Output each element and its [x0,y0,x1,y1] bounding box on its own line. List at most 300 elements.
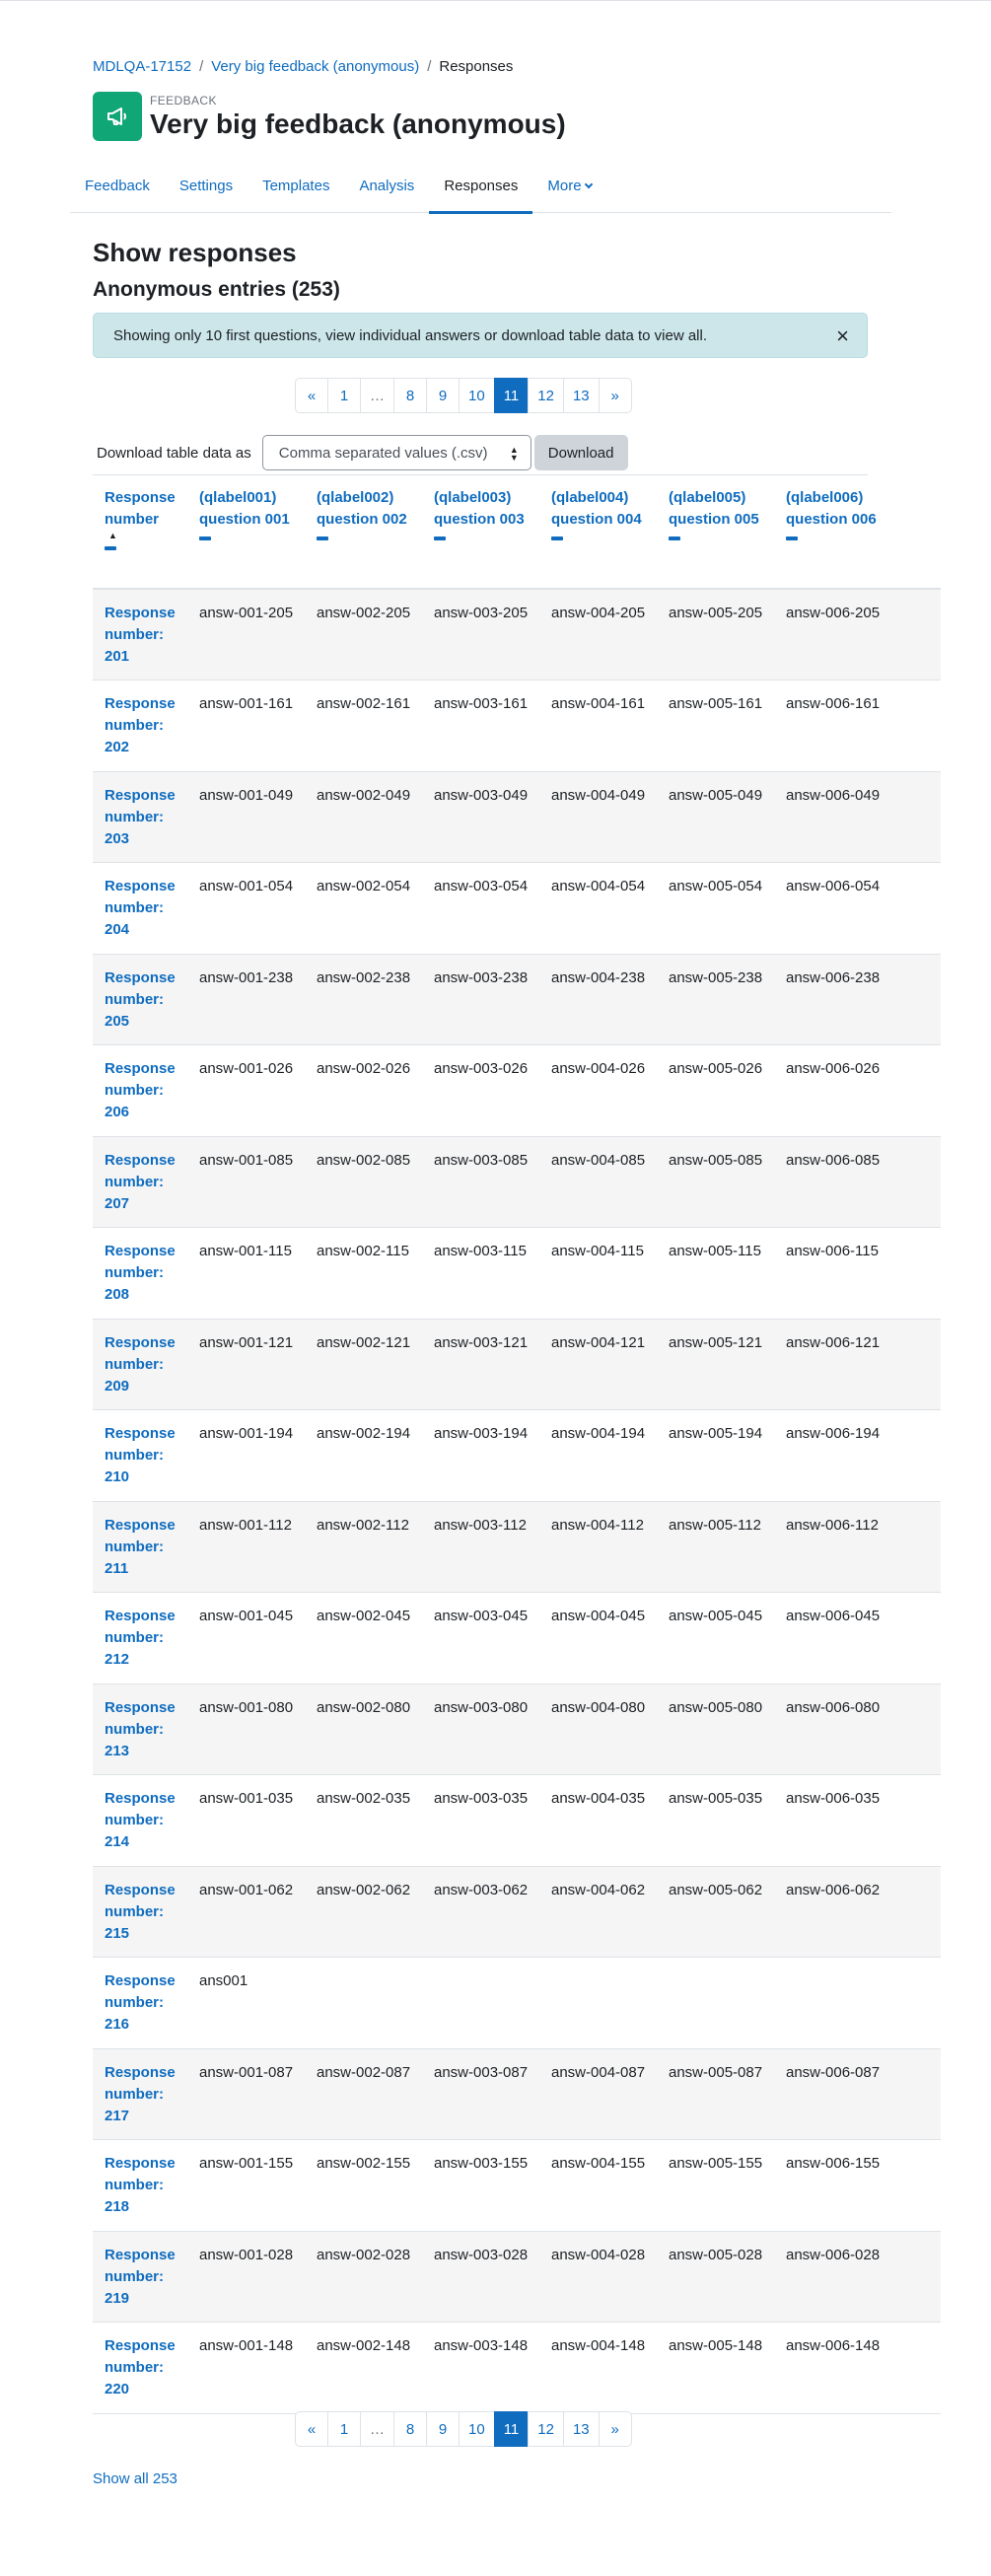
response-link-label: Response number: [105,2246,176,2285]
response-link-label: Response number: [105,1516,176,1555]
answer-cell: answ-001-115 [199,1243,292,1259]
column-header-response-number[interactable] [93,475,187,589]
answer-cell: answ-006-161 [786,695,881,712]
answer-cell: answ-001-026 [199,1060,294,1077]
response-link[interactable] [105,2064,187,2127]
answer-cell: answ-002-035 [317,1790,411,1807]
table-row [93,1501,941,1593]
page-last-button[interactable]: » [599,378,632,413]
top-border [0,0,991,1]
response-link-label: Response number: [105,878,176,916]
page-current[interactable]: 11 [494,2411,530,2447]
page-button[interactable]: 8 [393,378,427,413]
page-button[interactable]: 1 [327,2411,361,2447]
answer-cell: answ-001-205 [199,605,294,621]
hide-column-icon[interactable] [551,537,563,540]
response-link-label: Response number: [105,1972,176,2011]
answer-cell: answ-004-080 [551,1698,646,1716]
response-link-number: 212 [105,1651,130,1668]
response-link-number: 207 [105,1194,130,1212]
responses-table-container[interactable] [93,474,881,2409]
table-row [93,1410,941,1502]
answer-cell: answ-003-112 [434,1516,527,1534]
table-body [93,589,941,2413]
response-number-cell [93,1683,187,1775]
answer-cell: answ-006-026 [786,1060,881,1077]
response-link-number: 203 [105,829,130,847]
response-link[interactable] [105,2247,187,2310]
answer-cell: answ-003-238 [434,968,529,986]
answer-cell: answ-005-085 [669,1151,763,1169]
answer-cell: answ-002-028 [317,2246,411,2263]
answer-cell: answ-003-062 [434,1881,529,1898]
response-link-label: Response number: [105,2063,176,2103]
response-link[interactable] [105,2155,187,2218]
response-link[interactable] [105,1334,187,1397]
answer-cell: answ-004-148 [551,2337,646,2354]
answer-cell: answ-002-205 [317,605,411,621]
answer-cell: answ-006-080 [786,1698,881,1716]
tab-settings[interactable]: Settings [178,178,234,194]
response-link[interactable] [105,1882,187,1945]
answer-cell: answ-003-080 [434,1698,529,1716]
response-number-cell [93,1045,187,1137]
answer-cell: answ-001-085 [199,1151,294,1169]
answer-cell: answ-002-238 [317,968,411,986]
response-link-label: Response number: [105,2337,176,2376]
response-number-cell [93,1501,187,1593]
hide-column-icon[interactable] [317,537,328,540]
answer-cell: answ-005-115 [669,1243,761,1259]
table-row [93,1958,941,2049]
response-link-number: 209 [105,1377,130,1395]
column-header-label: question 002 [317,511,407,528]
column-header-label: Response [105,489,176,506]
response-number-cell [93,863,187,955]
column-header-label: question 004 [551,511,642,528]
sort-ascending-icon: ▲ [108,531,117,540]
answer-cell: answ-004-035 [551,1790,646,1807]
response-link[interactable] [105,1699,187,1762]
breadcrumb-course[interactable]: MDLQA-17152 [93,58,192,75]
breadcrumb-separator: / [427,58,432,75]
response-link-number: 218 [105,2198,130,2215]
answer-cell: answ-005-035 [669,1790,763,1807]
response-link[interactable] [105,1425,187,1488]
answer-cell: answ-006-028 [786,2246,881,2263]
answer-cell: answ-005-121 [669,1333,763,1351]
column-header-label: (qlabel002) [317,489,394,506]
answer-cell: answ-004-026 [551,1060,646,1077]
answer-cell: answ-002-080 [317,1698,411,1716]
table-row [93,1683,941,1775]
response-number-cell [93,2048,187,2140]
response-number-cell [93,1228,187,1320]
table-row [93,1866,941,1958]
answer-cell: answ-005-238 [669,968,763,986]
answer-cell: answ-001-035 [199,1790,294,1807]
table-row [93,1319,941,1410]
answer-cell: answ-005-112 [669,1516,761,1534]
answer-cell: answ-006-054 [786,878,881,894]
response-link[interactable] [105,878,187,941]
table-row [93,680,941,772]
response-link-number: 214 [105,1833,130,1850]
answer-cell: answ-004-238 [551,968,646,986]
pagination-top [295,378,632,413]
page-ellipsis: … [360,2411,394,2447]
response-link-label: Response number: [105,1151,176,1190]
tab-responses[interactable]: Responses [429,159,532,213]
answer-cell: ans001 [199,1972,248,1989]
tab-analysis[interactable]: Analysis [359,178,415,194]
section-heading: Show responses [93,238,297,267]
page-button[interactable]: 10 [459,378,495,413]
response-number-cell [93,954,187,1045]
answer-cell: answ-003-155 [434,2155,529,2172]
answer-cell: answ-001-087 [199,2063,294,2081]
response-link-number: 216 [105,2016,130,2033]
response-link[interactable] [105,969,187,1033]
response-number-cell [93,1958,187,2049]
response-link-label: Response number: [105,968,176,1008]
answer-cell: answ-006-148 [786,2337,881,2354]
page-button[interactable]: 12 [528,2411,564,2447]
table-row [93,589,941,680]
response-number-cell [93,1319,187,1410]
download-form [97,435,628,470]
breadcrumb-current: Responses [439,58,514,75]
answer-cell: answ-005-049 [669,786,763,804]
megaphone-icon [93,92,142,141]
response-number-cell [93,680,187,772]
answer-cell: answ-006-205 [786,605,881,621]
close-icon[interactable]: × [836,323,849,348]
answer-cell: answ-006-085 [786,1151,881,1169]
tab-more-label: More [547,178,582,194]
answer-cell: answ-005-054 [669,878,763,894]
response-link-label: Response number: [105,1060,176,1099]
chevron-down-icon [584,179,592,187]
alert-text: Showing only 10 first questions, view individual answers or download table data to view all. [113,326,707,344]
answer-cell: answ-006-045 [786,1608,881,1624]
table-row [93,1593,941,1684]
answer-cell: answ-002-045 [317,1608,411,1624]
answer-cell: answ-002-115 [317,1243,409,1259]
response-number-cell [93,1136,187,1228]
breadcrumb-separator: / [199,58,204,75]
column-header-label: (qlabel001) [199,489,277,506]
answer-cell: answ-005-205 [669,605,763,621]
answer-cell: answ-002-155 [317,2155,411,2172]
response-link-label: Response number: [105,1243,176,1281]
answer-cell: answ-003-087 [434,2063,529,2081]
column-header-label: question 006 [786,511,877,528]
entries-heading: Anonymous entries (253) [93,278,340,301]
answer-cell: answ-006-087 [786,2063,881,2081]
answer-cell: answ-002-161 [317,695,411,712]
hide-column-icon[interactable] [434,537,446,540]
answer-cell: answ-004-087 [551,2063,646,2081]
download-label: Download table data as [97,444,251,462]
response-link[interactable] [105,2337,187,2400]
answer-cell: answ-004-161 [551,695,646,712]
response-number-cell [93,589,187,680]
answer-cell: answ-002-085 [317,1151,411,1169]
answer-cell: answ-006-155 [786,2155,881,2172]
answer-cell: answ-005-045 [669,1608,763,1624]
answer-cell: answ-001-238 [199,968,294,986]
answer-cell: answ-005-028 [669,2246,763,2263]
answer-cell: answ-002-026 [317,1060,411,1077]
response-number-cell [93,2231,187,2323]
response-link-number: 213 [105,1742,130,1759]
answer-cell: answ-004-155 [551,2155,646,2172]
response-number-cell [93,2140,187,2232]
column-header-question[interactable] [422,475,539,589]
answer-cell: answ-002-112 [317,1516,409,1534]
column-header-question[interactable] [187,475,305,589]
pagination-bottom [295,2411,632,2447]
answer-cell: answ-004-112 [551,1516,644,1534]
response-link[interactable] [105,1972,187,2036]
page-first-button[interactable]: « [295,378,328,413]
answer-cell: answ-002-049 [317,786,411,804]
hide-column-icon[interactable] [105,546,116,550]
responses-table [93,475,941,2414]
response-link-number: 220 [105,2381,130,2397]
answer-cell: answ-003-049 [434,786,529,804]
answer-cell: answ-004-205 [551,605,646,621]
page-button[interactable]: 8 [393,2411,427,2447]
answer-cell: answ-004-062 [551,1881,646,1898]
answer-cell: answ-002-121 [317,1333,411,1351]
answer-cell: answ-003-035 [434,1790,529,1807]
response-link-label: Response number: [105,1698,176,1738]
answer-cell: answ-001-062 [199,1881,294,1898]
answer-cell: answ-001-148 [199,2337,294,2354]
response-number-cell [93,771,187,863]
page-button[interactable]: 9 [426,2411,460,2447]
table-row [93,2323,941,2414]
response-link-label: Response number: [105,786,176,825]
answer-cell: answ-005-026 [669,1060,763,1077]
answer-cell: answ-005-194 [669,1425,763,1442]
answer-cell [422,1958,539,2049]
answer-cell: answ-006-121 [786,1333,881,1351]
page-ellipsis: … [360,378,394,413]
answer-cell: answ-004-054 [551,878,646,894]
answer-cell: answ-003-161 [434,695,529,712]
breadcrumb [93,58,513,75]
response-link-label: Response number: [105,605,176,643]
answer-cell: answ-003-028 [434,2246,529,2263]
column-header-label: question 001 [199,511,290,528]
response-link[interactable] [105,1060,187,1123]
response-link[interactable] [105,1608,187,1671]
column-header-label: number [105,511,160,528]
page-title: Very big feedback (anonymous) [150,107,566,139]
response-link-label: Response number: [105,1790,176,1828]
secondary-navigation [70,159,891,213]
answer-cell: answ-003-115 [434,1243,527,1259]
table-row [93,1775,941,1867]
hide-column-icon[interactable] [669,537,680,540]
response-link-number: 215 [105,1924,130,1942]
answer-cell: answ-006-194 [786,1425,881,1442]
answer-cell: answ-006-062 [786,1881,881,1898]
answer-cell: answ-004-049 [551,786,646,804]
response-link[interactable] [105,695,187,758]
answer-cell: answ-002-087 [317,2063,411,2081]
page-button[interactable]: 10 [459,2411,495,2447]
response-number-cell [93,1410,187,1502]
answer-cell [774,1958,941,2049]
answer-cell: answ-002-054 [317,878,411,894]
info-alert [93,313,868,358]
answer-cell [539,1958,657,2049]
page-button[interactable]: 12 [528,378,564,413]
answer-cell: answ-001-194 [199,1425,294,1442]
answer-cell: answ-005-148 [669,2337,763,2354]
response-link-number: 206 [105,1104,130,1120]
answer-cell: answ-003-194 [434,1425,529,1442]
answer-cell: answ-004-028 [551,2246,646,2263]
response-link-number: 204 [105,921,130,938]
answer-cell: answ-001-080 [199,1698,294,1716]
column-header-question[interactable] [774,475,941,589]
answer-cell: answ-002-148 [317,2337,411,2354]
answer-cell: answ-006-238 [786,968,881,986]
answer-cell: answ-001-054 [199,878,294,894]
table-header-row [93,475,941,589]
response-link[interactable] [105,1152,187,1215]
column-header-label: question 005 [669,511,759,528]
answer-cell: answ-006-112 [786,1516,879,1534]
page-header [93,92,566,141]
column-header-label: question 003 [434,511,525,528]
answer-cell: answ-003-085 [434,1151,529,1169]
answer-cell: answ-002-194 [317,1425,411,1442]
response-number-cell [93,2323,187,2414]
page-button[interactable]: 13 [563,2411,600,2447]
answer-cell: answ-001-155 [199,2155,294,2172]
response-link-number: 208 [105,1286,130,1303]
column-header-label: (qlabel005) [669,489,746,506]
response-link[interactable] [105,1243,187,1306]
column-header-question[interactable] [539,475,657,589]
answer-cell: answ-003-045 [434,1608,529,1624]
select-arrows-icon: ▲ ▼ [509,445,519,463]
answer-cell: answ-005-080 [669,1698,763,1716]
answer-cell: answ-005-087 [669,2063,763,2081]
response-link[interactable] [105,1517,187,1580]
page-button[interactable]: 1 [327,378,361,413]
answer-cell: answ-001-121 [199,1333,294,1351]
page-button[interactable]: 13 [563,378,600,413]
response-link-label: Response number: [105,695,176,734]
table-row [93,2231,941,2323]
tab-templates[interactable]: Templates [262,178,330,194]
column-header-question[interactable] [305,475,422,589]
answer-cell: answ-003-026 [434,1060,529,1077]
answer-cell: answ-005-161 [669,695,763,712]
page-last-button[interactable]: » [599,2411,632,2447]
answer-cell: answ-004-121 [551,1333,646,1351]
answer-cell: answ-001-045 [199,1608,294,1624]
response-link-number: 202 [105,739,130,755]
response-number-cell [93,1775,187,1867]
answer-cell: answ-003-054 [434,878,529,894]
answer-cell: answ-005-062 [669,1881,763,1898]
response-link-number: 201 [105,648,130,665]
column-header-label: (qlabel004) [551,489,629,506]
tab-more[interactable] [532,159,605,213]
response-link-label: Response number: [105,1608,176,1646]
page-button[interactable]: 9 [426,378,460,413]
response-link[interactable] [105,605,187,668]
table-row [93,1228,941,1320]
response-link-number: 211 [105,1559,129,1577]
response-link-number: 219 [105,2289,130,2307]
table-row [93,2048,941,2140]
table-row [93,1136,941,1228]
response-number-cell [93,1593,187,1684]
response-link-number: 210 [105,1468,130,1485]
response-link-number: 205 [105,1012,130,1030]
hide-column-icon[interactable] [786,537,798,540]
answer-cell [657,1958,774,2049]
answer-cell [305,1958,422,2049]
answer-cell: answ-003-205 [434,605,529,621]
answer-cell: answ-001-161 [199,695,294,712]
answer-cell: answ-005-155 [669,2155,763,2172]
answer-cell: answ-003-148 [434,2337,529,2354]
table-row [93,954,941,1045]
answer-cell: answ-004-194 [551,1425,646,1442]
show-all-link[interactable]: Show all 253 [93,2470,177,2487]
download-button[interactable]: Download [534,435,628,470]
answer-cell: answ-006-035 [786,1790,881,1807]
tab-feedback[interactable]: Feedback [85,178,150,194]
column-header-question[interactable] [657,475,774,589]
table-row [93,771,941,863]
response-link-label: Response number: [105,1881,176,1920]
module-type-label: FEEDBACK [150,93,217,107]
breadcrumb-activity[interactable]: Very big feedback (anonymous) [211,58,420,75]
column-header-label: (qlabel003) [434,489,512,506]
format-select-value: Comma separated values (.csv) [278,444,488,462]
format-select[interactable] [262,435,531,470]
table-row [93,863,941,955]
page-first-button[interactable]: « [295,2411,328,2447]
table-row [93,1045,941,1137]
response-link[interactable] [105,787,187,850]
table-row [93,2140,941,2232]
response-link[interactable] [105,1790,187,1853]
answer-cell: answ-006-049 [786,786,881,804]
answer-cell: answ-006-115 [786,1243,879,1259]
answer-cell: answ-004-045 [551,1608,646,1624]
response-link-label: Response number: [105,2155,176,2193]
response-link-label: Response number: [105,1333,176,1373]
answer-cell: answ-001-028 [199,2246,294,2263]
page-current[interactable]: 11 [494,378,530,413]
hide-column-icon[interactable] [199,537,211,540]
answer-cell: answ-001-049 [199,786,294,804]
response-link-label: Response number: [105,1425,176,1464]
answer-cell: answ-001-112 [199,1516,292,1534]
